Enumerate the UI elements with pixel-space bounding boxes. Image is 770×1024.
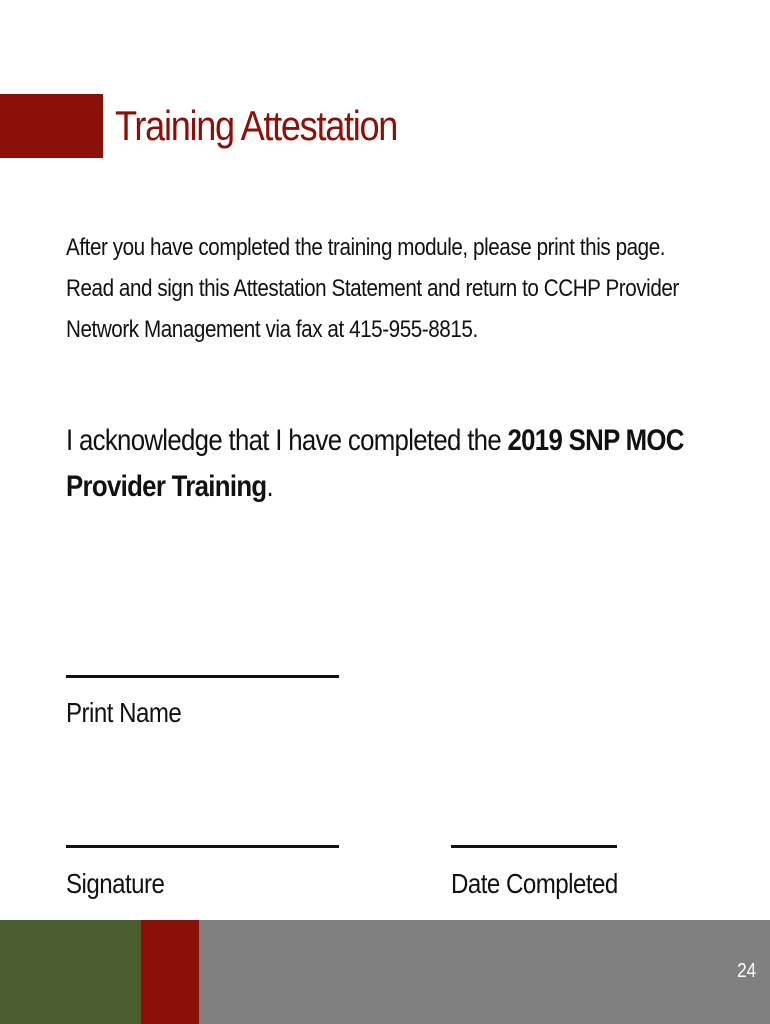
acknowledgement-line-1: [66, 418, 685, 464]
footer-red-block: [141, 920, 199, 1024]
date-completed-line[interactable]: [451, 845, 617, 848]
instructions-line: Read and sign this Attestation Statement and return to CCHP Provider: [66, 275, 679, 302]
footer-band: [0, 920, 770, 1024]
signature-line[interactable]: [66, 845, 339, 848]
training-name-bold: 2019 SNP MOC: [507, 424, 684, 457]
acknowledgement-statement: [66, 418, 685, 510]
acknowledgement-period: .: [266, 470, 273, 503]
title-accent-bar: [0, 94, 103, 158]
page-title: Training Attestation: [115, 102, 398, 149]
page-number: 24: [736, 960, 756, 982]
print-name-line[interactable]: [66, 675, 339, 678]
signature-label: Signature: [66, 868, 165, 899]
instructions-line: Network Management via fax at 415-955-8815.: [66, 316, 478, 343]
footer-green-block: [0, 920, 141, 1024]
date-completed-label: Date Completed: [451, 868, 618, 899]
instructions-line: After you have completed the training module, please print this page.: [66, 234, 666, 261]
instructions-paragraph: [66, 227, 679, 350]
acknowledgement-line-2: [66, 464, 685, 510]
training-name-bold: Provider Training: [66, 470, 267, 503]
print-name-label: Print Name: [66, 697, 182, 728]
acknowledgement-text: I acknowledge that I have completed the: [66, 424, 508, 457]
